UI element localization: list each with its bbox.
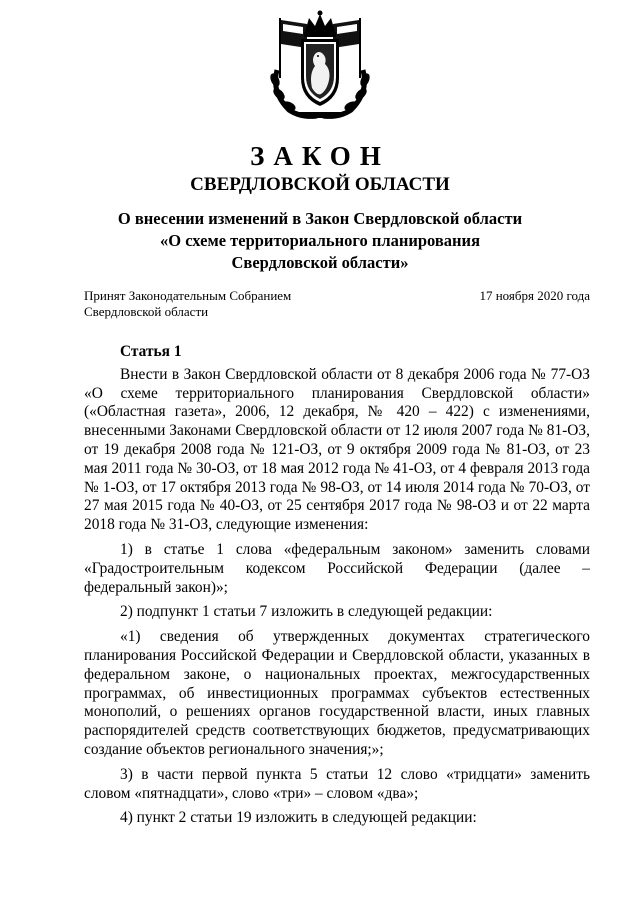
article-paragraph: Внести в Закон Свердловской области от 8 декабря 2006 года № 77-ОЗ «О схеме территориального планирования Свердловской области» («Областная газета», 2006, 12 декабря, № 420 – 422) с изменениями, внесенными Законами Свердловской области от 12 июля 2007 года № 81-ОЗ, от 19 декабря 2008 года № 121-ОЗ, от 9 октября 2009 года № 81-ОЗ, от 23 мая 2011 года № 30-ОЗ, от 18 мая 2012 года № 41-ОЗ, от 4 февраля 2013 года № 1-ОЗ, от 17 октября 2013 года № 98-ОЗ, от 14 июля 2014 года № 70-ОЗ, от 27 мая 2015 года № 40-ОЗ, от 25 сентября 2017 года № 98-ОЗ и от 22 марта 2018 года № 31-ОЗ, следующие изменения: (84, 365, 590, 534)
document-subtitle: СВЕРДЛОВСКОЙ ОБЛАСТИ (190, 174, 450, 195)
article-paragraph: «1) сведения об утвержденных документах стратегического планирования Российской Федерации и Свердловской области, указанных в федеральном законе, о национальных проектах, межгосударственных программах, об инвестиционных программах субъектов естественных монополий, о решениях органов государственной власти, иных главных распорядителей средств соответствующих бюджетов, предусматривающих создание объектов регионального значения;»; (84, 628, 590, 758)
law-name-line: «О схеме территориального планирования (159, 231, 480, 250)
coat-of-arms-icon (267, 10, 373, 120)
article-body (84, 343, 590, 834)
article-paragraph: 4) пункт 2 статьи 19 изложить в следующей редакции: (120, 809, 477, 827)
article-heading: Статья 1 (120, 343, 182, 360)
article-paragraph: 3) в части первой пункта 5 статьи 12 слово «тридцати» заменить словом «пятнадцати», слово «три» – словом «два»; (84, 765, 590, 802)
document-title: ЗАКОН (250, 141, 390, 171)
law-name-line: О внесении изменений в Закон Свердловской области (117, 209, 523, 228)
law-name-line: Свердловской области» (231, 253, 409, 272)
adoption-line: Принят Законодательным Собранием (84, 288, 292, 303)
adoption-info (84, 288, 291, 320)
adoption-line: Свердловской области (84, 304, 209, 319)
article-paragraph: 1) в статье 1 слова «федеральным законом» заменить словами «Градостроительным кодексом Российской Федерации (далее – федеральный закон)»; (84, 540, 590, 596)
article-paragraph: 2) подпункт 1 статьи 7 изложить в следующей редакции: (120, 603, 493, 621)
adoption-date: 17 ноября 2020 года (479, 288, 590, 303)
law-name (0, 208, 640, 274)
